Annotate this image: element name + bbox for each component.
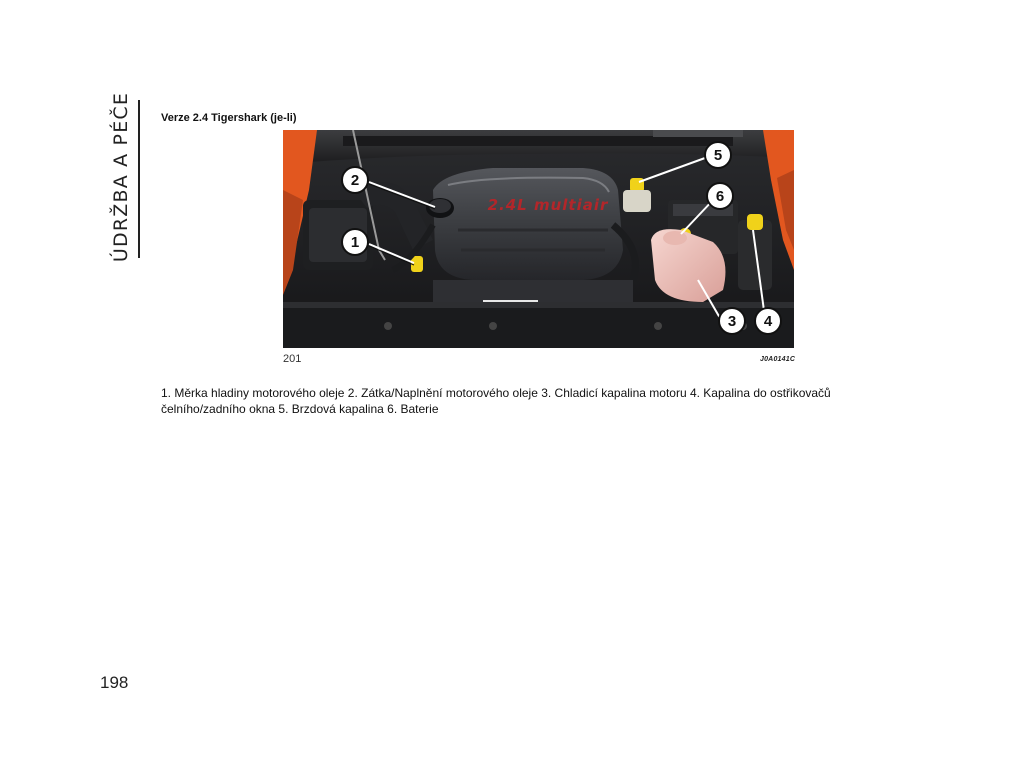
page-number: 198 [100,673,129,692]
support-bolt-right [654,322,662,330]
figure-number: 201 [283,353,302,365]
callout-6 [707,183,733,209]
support-bolt-mid [489,322,497,330]
figure-legend: 1. Měrka hladiny motorového oleje 2. Zátka/Naplnění motorového oleje 3. Chladicí kapalina motoru 4. Kapalina do ostřikovačů čelního/zadního okna 5. Brzdová kapalina 6. Baterie [161,386,831,416]
variant-heading: Verze 2.4 Tigershark (je-li) [161,112,297,124]
callout-3-number: 3 [727,313,737,330]
callout-1 [342,229,368,255]
callout-6-number: 6 [715,188,725,205]
windshield-cowl [343,136,733,146]
washer-reservoir-cap [747,214,763,230]
figure-code: J0A0141C [760,356,796,363]
callout-3 [719,308,745,334]
engine-bay-photo [283,130,794,348]
radiator-support-edge [283,302,794,308]
callout-2-number: 2 [350,172,360,189]
support-bolt-left [384,322,392,330]
callout-1-number: 1 [350,234,360,251]
section-title: ÚDRŽBA A PÉČE [110,91,132,263]
section-tab [98,92,144,262]
callout-4-number: 4 [763,313,773,330]
brake-reservoir [623,190,651,212]
callout-5 [705,142,731,168]
callout-2 [342,167,368,193]
section-rule [138,100,140,258]
coolant-tank-cap [663,231,687,245]
callout-5-number: 5 [713,147,723,164]
engine-cover [433,168,623,280]
engine-cover-logo: 2.4L multiair [487,196,609,214]
callout-4 [755,308,781,334]
cowl-vent [653,130,743,137]
washer-reservoir [738,220,772,290]
